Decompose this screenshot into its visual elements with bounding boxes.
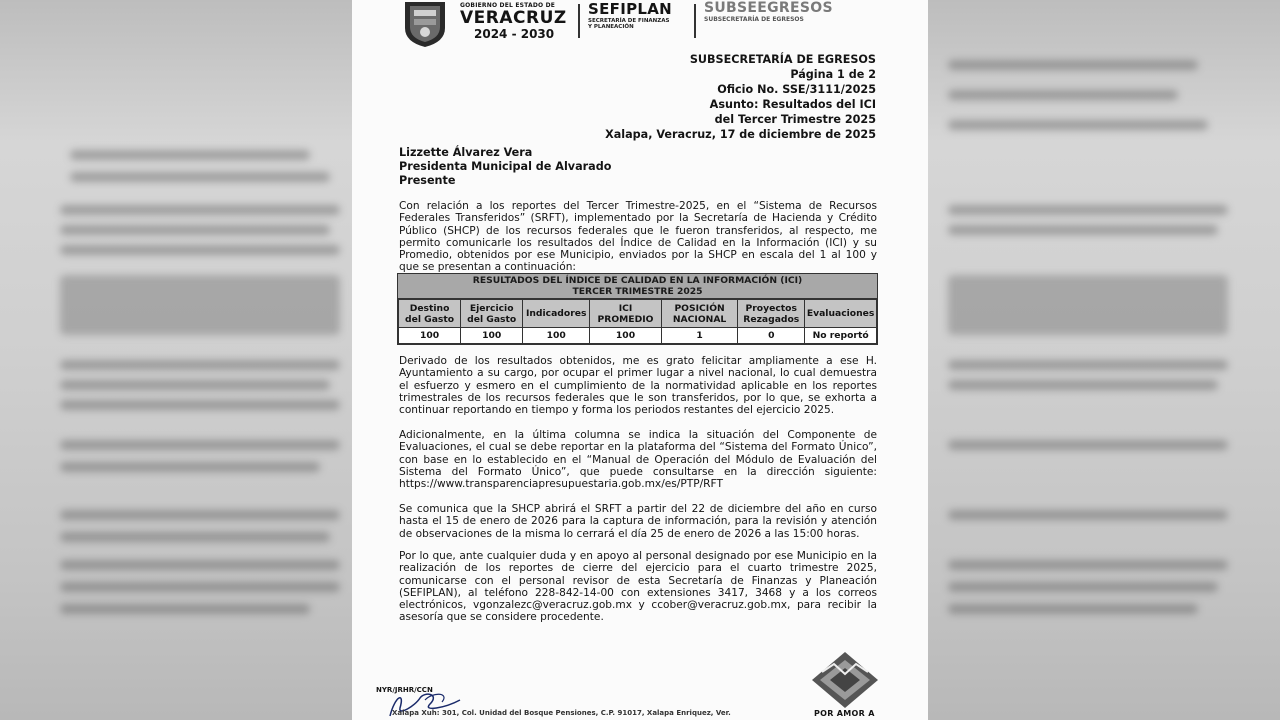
paragraph-intro: Con relación a los reportes del Tercer Trimestre-2025, en el “Sistema de Recursos Federales Transferidos” (SRFT), implementado por la Secretaría de Hacienda y Crédito Público (SHCP) de los recursos federales que le fueron transferidos, al respecto, me permito comunicarle los resultados del Índice de Calidad en la Información (ICI) y su Promedio, obtenidos por ese Municipio, enviados por la SHCP en escala del 1 al 100 y que se presentan a continuación: xyxy=(399,200,877,274)
sefiplan-logo xyxy=(588,0,672,30)
ici-results-table xyxy=(397,273,878,345)
oficio-number: Oficio No. SSE/3111/2025 xyxy=(717,83,876,96)
place-date: Xalapa, Veracruz, 17 de diciembre de 2025 xyxy=(605,128,876,141)
subject-line-2: del Tercer Trimestre 2025 xyxy=(714,113,876,126)
gov-line: GOBIERNO DEL ESTADO DE xyxy=(460,2,556,9)
table-title-line-2: TERCER TRIMESTRE 2025 xyxy=(572,286,703,297)
state-name: VERACRUZ xyxy=(460,8,567,28)
header-evaluaciones: Evaluaciones xyxy=(805,300,877,328)
subsecretaria-logo xyxy=(704,0,833,23)
gov-period: 2024 - 2030 xyxy=(474,27,555,41)
sefiplan-sub2: Y PLANEACIÓN xyxy=(588,24,634,30)
paragraph-congratulation: Derivado de los resultados obtenidos, me es grato felicitar ampliamente a ese H. Ayuntamiento a su cargo, por ocupar el primer lugar a nivel nacional, lo cual demuestra el esfuerzo y esmero en el cumplimiento de la normatividad aplicable en los reportes trimestrales de los recursos federales que le son transferidos, por lo que, se exhorta a continuar reportando en tiempo y forma los periodos restantes del ejercicio 2025. xyxy=(399,355,877,417)
recipient-role: Presidenta Municipal de Alvarado xyxy=(399,160,612,173)
header-destino: Destino del Gasto xyxy=(399,300,461,328)
blurred-background-right xyxy=(928,0,1280,720)
paragraph-contact: Por lo que, ante cualquier duda y en apoyo al personal designado por ese Municipio en la realización de los reportes de cierre del ejercicio para el cuarto trimestre 2025, comunicarse con el personal revisor de esta Secretaría de Finanzas y Planeación (SEFIPLAN), al teléfono 228-842-14-00 con extensiones 3417, 3468 y a los correos electrónicos, vgonzalezc@veracruz.gob.mx y ccober@veracruz.gob.mx, para recibir la asesoría que se considere procedente. xyxy=(399,550,877,624)
sefiplan-sub1: SECRETARÍA DE FINANZAS xyxy=(588,18,670,24)
header-divider xyxy=(578,4,580,38)
subse-title: SUBSEEGRESOS xyxy=(704,0,833,16)
header-indicadores: Indicadores xyxy=(523,300,590,328)
subse-sub: SUBSECRETARÍA DE EGRESOS xyxy=(704,16,804,23)
table-header-row xyxy=(399,300,877,328)
sefiplan-title: SEFIPLAN xyxy=(588,0,672,18)
header-ejercicio: Ejercicio del Gasto xyxy=(461,300,523,328)
value-evaluaciones: No reportó xyxy=(805,328,877,344)
paragraph-evaluations: Adicionalmente, en la última columna se indica la situación del Componente de Evaluaciones, el cual se debe reportar en la plataforma del “Sistema del Formato Único”, con base en lo establecido en el “Manual de Operación del Módulo de Evaluación del Sistema del Formato Único”, que puede consultarse en la dirección siguiente: https://www.transparenciapresupuestaria.gob.mx/es/PTP/RFT xyxy=(399,429,877,491)
document-page xyxy=(352,0,928,720)
slogan: POR AMOR A xyxy=(814,709,875,718)
recipient-block xyxy=(399,146,611,188)
por-amor-logo-icon xyxy=(810,650,880,710)
value-proyectos: 0 xyxy=(738,328,805,344)
header-proyectos: Proyectos Rezagados xyxy=(738,300,805,328)
paragraph-srft-dates: Se comunica que la SHCP abrirá el SRFT a partir del 22 de diciembre del año en curso hasta el 15 de enero de 2026 para la captura de información, para la revisión y atención de observaciones de la misma lo cerrará el día 25 de enero de 2026 a las 15:00 horas. xyxy=(399,503,877,540)
value-destino: 100 xyxy=(399,328,461,344)
letterhead xyxy=(352,0,928,50)
value-posicion: 1 xyxy=(661,328,737,344)
office-name: SUBSECRETARÍA DE EGRESOS xyxy=(689,53,876,66)
value-indicadores: 100 xyxy=(523,328,590,344)
government-logo xyxy=(460,2,570,41)
initials: NYR/JRHR/CCN xyxy=(376,686,433,694)
table-title xyxy=(398,274,877,299)
table-title-line-1: RESULTADOS DEL ÍNDICE DE CALIDAD EN LA INFORMACIÓN (ICI) xyxy=(472,275,803,286)
subject-line-1: Asunto: Resultados del ICI xyxy=(709,98,876,111)
recipient-name: Lizzette Álvarez Vera xyxy=(399,146,533,159)
footer-address: Xalapa Xuh: 301, Col. Unidad del Bosque Pensiones, C.P. 91017, Xalapa Enriquez, Ver. xyxy=(392,709,731,717)
value-ejercicio: 100 xyxy=(461,328,523,344)
header-ici-promedio: ICI PROMEDIO xyxy=(590,300,662,328)
table-row xyxy=(399,328,877,344)
veracruz-seal-icon xyxy=(400,0,450,48)
letter-meta xyxy=(605,52,876,142)
recipient-presente: Presente xyxy=(399,174,456,187)
header-divider xyxy=(694,4,696,38)
page-number: Página 1 de 2 xyxy=(790,68,876,81)
header-posicion-nacional: POSICIÓN NACIONAL xyxy=(661,300,737,328)
value-ici-promedio: 100 xyxy=(590,328,662,344)
blurred-background-left xyxy=(0,0,352,720)
